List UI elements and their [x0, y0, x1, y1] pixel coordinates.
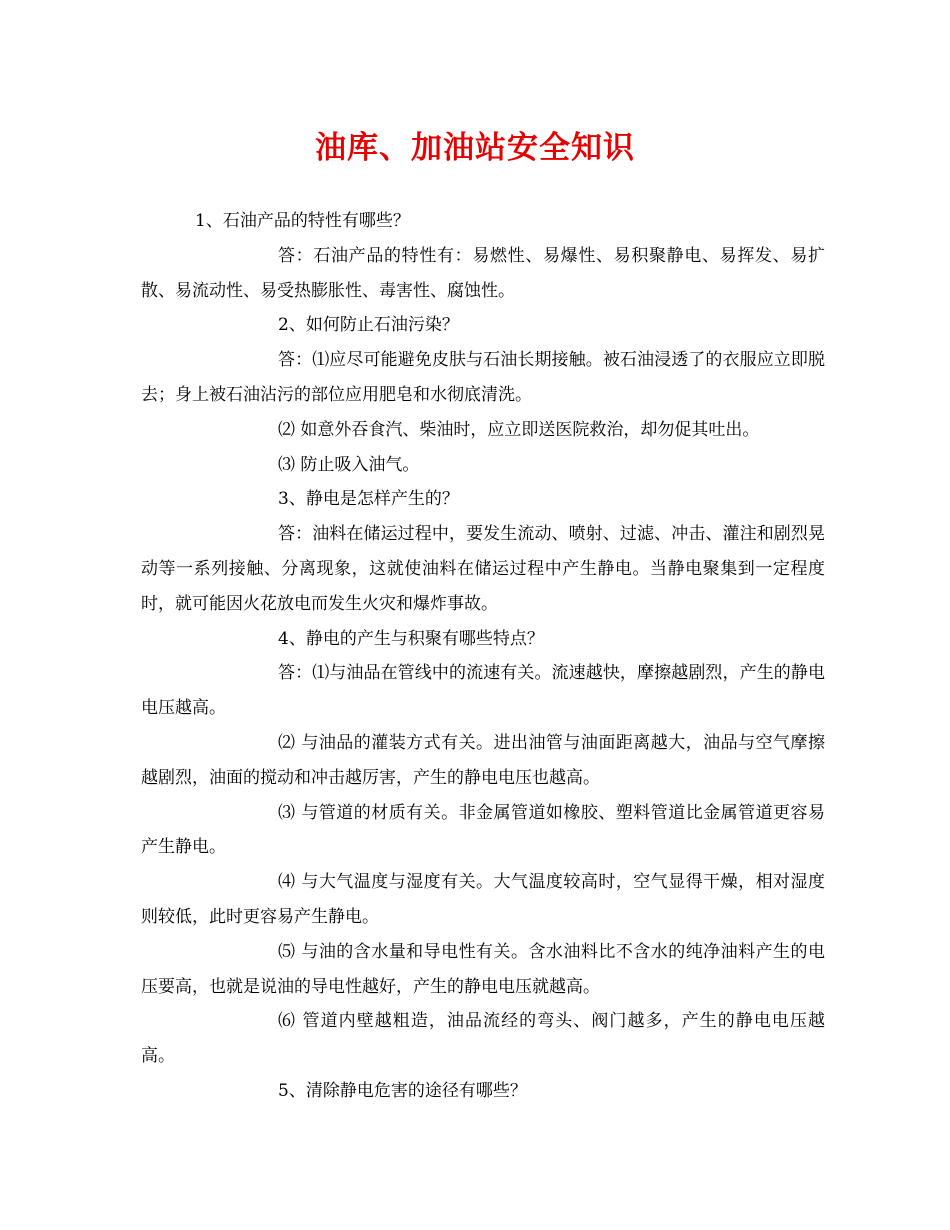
- paragraph-answer-3: 答：油料在储运过程中，要发生流动、喷射、过滤、冲击、灌注和剧烈晃动等一系列接触、分离现象，这就使油料在储运过程中产生静电。当静电聚集到一定程度时，就可能因火花放电而发生火灾和爆炸事故。: [141, 524, 825, 614]
- paragraph-question-1: 1、石油产品的特性有哪些？: [195, 211, 410, 231]
- paragraph-answer-2-item-1: 答：⑴应尽可能避免皮肤与石油长期接触。被石油浸透了的衣服应立即脱去；身上被石油沾污的部位应用肥皂和水彻底清洗。: [141, 350, 825, 405]
- paragraph-answer-4-item-6: ⑹ 管道内壁越粗造，油品流经的弯头、阀门越多，产生的静电电压越高。: [141, 1011, 825, 1067]
- paragraph-answer-4-item-3: ⑶ 与管道的材质有关。非金属管道如橡胶、塑料管道比金属管道更容易产生静电。: [141, 802, 825, 858]
- document-title: 油库、加油站安全知识: [315, 130, 635, 166]
- paragraph-answer-4-item-5: ⑸ 与油的含水量和导电性有关。含水油料比不含水的纯净油料产生的电压要高，也就是说油的导电性越好，产生的静电电压就越高。: [141, 941, 825, 997]
- paragraph-question-5: 5、清除静电危害的途径有哪些？: [278, 1080, 527, 1101]
- paragraph-answer-4-item-2: ⑵ 与油品的灌装方式有关。进出油管与油面距离越大，油品与空气摩擦越剧烈，油面的搅动和冲击越厉害，产生的静电电压也越高。: [141, 732, 825, 788]
- document-body: [141, 204, 825, 1109]
- paragraph-answer-2-item-3: ⑶ 防止吸入油气。: [278, 454, 420, 475]
- paragraph-question-3: 3、静电是怎样产生的？: [278, 489, 459, 510]
- paragraph-question-2: 2、如何防止石油污染？: [278, 315, 459, 336]
- paragraph-question-4: 4、静电的产生与积聚有哪些特点？: [278, 628, 544, 649]
- paragraph-answer-4-item-4: ⑷ 与大气温度与湿度有关。大气温度较高时，空气显得干燥，相对湿度则较低，此时更容易产生静电。: [141, 872, 825, 927]
- paragraph-answer-4-item-1: 答：⑴与油品在管线中的流速有关。流速越快，摩擦越剧烈，产生的静电电压越高。: [141, 663, 825, 719]
- paragraph-answer-2-item-2: ⑵ 如意外吞食汽、柴油时，应立即送医院救治，却勿促其吐出。: [278, 419, 760, 440]
- paragraph-answer-1: 答：石油产品的特性有：易燃性、易爆性、易积聚静电、易挥发、易扩散、易流动性、易受热膨胀性、毒害性、腐蚀性。: [141, 245, 825, 301]
